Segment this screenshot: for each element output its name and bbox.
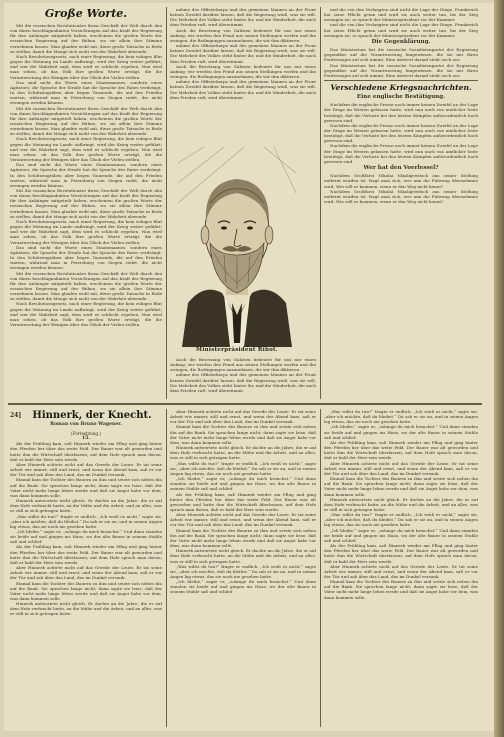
- article-paragraph: Auch die Besetzung von Galizien bedeutet für uns nur einen Anfang; wir werden den Feind aus seinen Stellungen werfen und ihn zwingen, die Bedingungen anzunehmen, die wir ihm diktieren.: [170, 27, 316, 43]
- serial-paragraph: Aber Hinnerk achtete nicht auf das Gerede der Leute. Er tat seine Arbeit wie immer, still und ernst, und wenn der Abend kam, saß er vor der Tür und sah über das Land, das im Dunkel versank.: [10, 461, 162, 478]
- article-paragraph: Nach Revolutionsgesetz, nach einer Regierung, die kein ruhiges Blut gegen die Meinung im Lande aufbringt, wird der Krieg weiter geführt; und wer die Wahrheit sagt, dem wird es schlecht ergehen. Nun wird man sehen, ob das Volk ihre großen Worte erträgt, die die Verantwortung der Wenigen über das Glück der Vielen stellen.: [10, 218, 162, 245]
- serial-paragraph: Einmal kam die Tochter des Bauern zu ihm und setzte sich neben ihn auf die Bank. Sie sprachen lange nicht; dann sagte sie leise, daß der Vater nicht mehr lange leben werde und daß sie Angst habe vor dem, was dann kommen solle.: [324, 579, 478, 600]
- article-column-left: [10, 7, 162, 399]
- page-number: 24]: [10, 412, 22, 419]
- article-paragraph: nahme des Offizierkorps und des gemeinen Mannes an der Front keinen Zweifel darüber lassen, daß die Regierung weiß, was sie will. Die Mehrheit des Volkes steht hinter ihr, und die Minderheit, die nach dem Frieden ruft, wird überstimmt.: [170, 7, 316, 28]
- article-paragraph: Mit die russischen Revolutionäre ihren Geschäft der Welt durch den von ihnen beschlagnahmten Versichtungen auf das Kraft der Regierung für ihre Anhänger mitgeteilt haben, erscheinen die großen Worte der russischen Regierung auf der Bühne, wo sie allein ihre Stimme vernehmen lassen. Man glaubte wohl mit, diese große Tatsache in Rede zu stellen, damit die Menge sich nicht von der Wahrheit abwende.: [10, 270, 162, 302]
- serial-paragraph: Aber Hinnerk achtete nicht auf das Gerede der Leute. Er tat seine Arbeit wie immer, still und ernst, und wenn der Abend kam, saß er vor der Tür und sah über das Land, das im Dunkel versank.: [170, 409, 316, 425]
- serial-column-middle: [170, 409, 316, 727]
- article-title: Große Worte.: [44, 7, 128, 20]
- serial-paragraph: Einmal kam die Tochter des Bauern zu ihm und setzte sich neben ihn auf die Bank. Sie sprachen lange nicht; dann sagte sie leise, daß der Vater nicht mehr lange leben werde und daß sie Angst habe vor dem, was dann kommen solle.: [10, 580, 162, 601]
- serial-paragraph: „Was willst du tun?“ fragte er endlich. „Ich weiß es nicht,“ sagte sie, „aber ich möchte, daß du bleibst.“ Da sah er sie an, und in seinen Augen lag etwas, das sie noch nie gesehen hatte.: [170, 563, 316, 579]
- article-subheading: Die Gegenklärung.: [371, 38, 431, 45]
- serial-paragraph: „Ich bleibe,“ sagte er, „solange du mich brauchst.“ Und dann standen sie beide auf und gingen ins Haus, wo der alte Bauer in seinem Stuhle saß und schlief.: [170, 579, 316, 595]
- serial-paragraph: „Ich bleibe,“ sagte er, „solange du mich brauchst.“ Und dann standen sie beide auf und gingen ins Haus, wo der alte Bauer in seinem Stuhle saß und schlief.: [170, 476, 316, 492]
- serial-paragraph: Als der Frühling kam, saß Hinnerk wieder am Pflug und ging hinter den Pferden her über das weite Feld. Der Bauer war alt geworden und hatte ihm die Wirtschaft überlassen; auf dem Hofe sprach man davon, daß er bald der Herr sein werde.: [324, 543, 478, 564]
- article-paragraph: Das sind nicht die Worte eines Staatsmannes, sondern eines Agitators; die Sprache der Straße hat die Sprache des Rates verdrängt. In den Schützengräben aber liegen Tausende, die auf den Frieden warten, während man in Petersburg von Siegen redet, die nicht errungen werden können.: [10, 162, 162, 188]
- serial-paragraph: „Was willst du tun?“ fragte er endlich. „Ich weiß es nicht,“ sagte sie, „aber ich möchte, daß du bleibst.“ Da sah er sie an, und in seinen Augen lag etwas, das sie noch nie gesehen hatte.: [324, 512, 478, 528]
- section-divider: [324, 80, 478, 81]
- article-paragraph: Mit die russischen Revolutionäre ihren Geschäft der Welt durch den von ihnen beschlagnahmten Versichtungen auf das Kraft der Regierung für ihre Anhänger mitgeteilt haben, erscheinen die großen Worte der russischen Regierung auf der Bühne, wo sie allein ihre Stimme vernehmen lassen. Man glaubte wohl mit, diese große Tatsache in Rede zu stellen, damit die Menge sich nicht von der Wahrheit abwende.: [10, 188, 162, 219]
- article-paragraph: Nachdem die englische Presse noch immer keinen Zweifel an der Lage der Dinge im Westen gelassen hatte, wird nun auch von amtlicher Seite bestätigt, daß die Verluste bei den letzten Kämpfen außerordentlich hoch gewesen sind.: [324, 102, 478, 123]
- article-paragraph: Nach Revolutionsgesetz, nach einer Regierung, die kein ruhiges Blut gegen die Meinung im Lande aufbringt, wird der Krieg weiter geführt; und wer die Wahrheit sagt, dem wird es schlecht ergehen. Nun wird man sehen, ob das Volk ihre großen Worte erträgt, die die Verantwortung der Wenigen über das Glück der Vielen stellen.: [10, 301, 162, 328]
- page-divider: [8, 403, 482, 405]
- column-divider: [320, 7, 321, 399]
- serial-paragraph: Einmal kam die Tochter des Bauern zu ihm und setzte sich neben ihn auf die Bank. Sie sprachen lange nicht; dann sagte sie leise, daß der Vater nicht mehr lange leben werde und daß sie Angst habe vor dem, was dann kommen solle.: [170, 527, 316, 549]
- serial-paragraph: Aber Hinnerk achtete nicht auf das Gerede der Leute. Er tat seine Arbeit wie immer, still und ernst, und wenn der Abend kam, saß er vor der Tür und sah über das Land, das im Dunkel versank.: [324, 563, 478, 579]
- serial-column-left: [10, 409, 162, 727]
- article-paragraph: Nachdem die englische Presse noch immer keinen Zweifel an der Lage der Dinge im Westen gelassen hatte, wird nun auch von amtlicher Seite bestätigt, daß die Verluste bei den letzten Kämpfen außerordentlich hoch gewesen sind.: [324, 143, 478, 164]
- serial-paragraph: „Was willst du tun?“ fragte er endlich. „Ich weiß es nicht,“ sagte sie, „aber ich möchte, daß du bleibst.“ Da sah er sie an, und in seinen Augen lag etwas, das sie noch nie gesehen hatte.: [10, 513, 162, 529]
- serial-paragraph: Als der Frühling kam, saß Hinnerk wieder am Pflug und ging hinter den Pferden her über das weite Feld. Der Bauer war alt geworden und hatte ihm die Wirtschaft überlassen; auf dem Hofe sprach man davon, daß er bald der Herr sein werde.: [324, 439, 478, 461]
- serial-paragraph: Als der Frühling kam, saß Hinnerk wieder am Pflug und ging hinter den Pferden her über das weite Feld. Der Bauer war alt geworden und hatte ihm die Wirtschaft überlassen; auf dem Hofe sprach man davon, daß er bald der Herr sein werde.: [170, 491, 316, 512]
- page-binding-edge: [494, 0, 504, 737]
- article-subheading: Eine englische Bestätigung.: [356, 94, 446, 101]
- serial-paragraph: „Ich bleibe,“ sagte er, „solange du mich brauchst.“ Und dann standen sie beide auf und gingen ins Haus, wo der alte Bauer in seinem Stuhle saß und schlief.: [324, 424, 478, 440]
- serial-paragraph: „Was willst du tun?“ fragte er endlich. „Ich weiß es nicht,“ sagte sie, „aber ich möchte, daß du bleibst.“ Da sah er sie an, und in seinen Augen lag etwas, das sie noch nie gesehen hatte.: [170, 460, 316, 476]
- article-paragraph: Das Ministerium hat die russische Sozialistenpartei der Regierung gegenüber auf die Verantwortung hingewiesen, die sie mit ihren Forderungen auf sich nimmt. Eine Antwort darauf steht noch aus.: [324, 62, 478, 78]
- serial-column-right: [324, 409, 478, 727]
- serial-paragraph: Aber Hinnerk achtete nicht auf das Gerede der Leute. Er tat seine Arbeit wie immer, still und ernst, und wenn der Abend kam, saß er vor der Tür und sah über das Land, das im Dunkel versank.: [324, 460, 478, 476]
- article-paragraph: Mit die russischen Revolutionäre ihren Geschäft der Welt durch den von ihnen beschlagnahmten Versichtungen auf das Kraft der Regierung für ihre Anhänger mitgeteilt haben, erscheinen die großen Worte der russischen Regierung auf der Bühne, wo sie allein ihre Stimme vernehmen lassen. Man glaubte wohl mit, diese große Tatsache in Rede zu stellen, damit die Menge sich nicht von der Wahrheit abwende.: [10, 105, 162, 137]
- serial-continuation: (Fortsetzung.): [70, 431, 102, 436]
- article-paragraph: Nachdem Großfürst Nikolai Nikolajewitsch aus seiner Stellung entfernt worden ist, fragt man sich, wer nun die Führung übernehmen wird. Wie will er kommen, wenn er den Weg nicht kennt?: [324, 188, 478, 204]
- article-paragraph: Auch die Besetzung von Galizien bedeutet für uns nur einen Anfang; wir werden den Feind aus seinen Stellungen werfen und ihn zwingen, die Bedingungen anzunehmen, die wir ihm diktieren.: [170, 357, 316, 373]
- serial-paragraph: Hinnerk antwortete nicht gleich. Er dachte an die Jahre, die er auf dem Hofe verbracht hatte, an die Mühe und die Arbeit, und an alles, was er still in sich getragen hatte.: [10, 498, 162, 514]
- serial-subtitle: Roman von Bruno Wagener.: [50, 422, 122, 427]
- serial-paragraph: Hinnerk antwortete nicht gleich. Er dachte an die Jahre, die er auf dem Hofe verbracht hatte, an die Mühe und die Arbeit, und an alles, was er still in sich getragen hatte.: [170, 445, 316, 461]
- article-column-middle-lower: [170, 357, 316, 399]
- serial-paragraph: Einmal kam die Tochter des Bauern zu ihm und setzte sich neben ihn auf die Bank. Sie sprachen lange nicht; dann sagte sie leise, daß der Vater nicht mehr lange leben werde und daß sie Angst habe vor dem, was dann kommen solle.: [324, 476, 478, 497]
- column-divider: [166, 409, 167, 727]
- portrait-caption: Ministerpräsident Ribot.: [196, 347, 278, 353]
- serial-paragraph: „Ich bleibe,“ sagte er, „solange du mich brauchst.“ Und dann standen sie beide auf und gingen ins Haus, wo der alte Bauer in seinem Stuhle saß und schlief.: [10, 528, 162, 545]
- newspaper-page: [4, 3, 494, 731]
- article-paragraph: und die von ihm Verlangten sind nicht die Lage der Dinge. Frankreich hat seine Pflicht getan und wird sie auch weiter tun, bis der Sieg errungen ist; so sprach der Ministerpräsident vor der Kammer.: [324, 22, 478, 38]
- serial-paragraph: Als der Frühling kam, saß Hinnerk wieder am Pflug und ging hinter den Pferden her über das weite Feld. Der Bauer war alt geworden und hatte ihm die Wirtschaft überlassen; auf dem Hofe sprach man davon, daß er bald der Herr sein werde.: [10, 441, 162, 462]
- serial-paragraph: „Was willst du tun?“ fragte er endlich. „Ich weiß es nicht,“ sagte sie, „aber ich möchte, daß du bleibst.“ Da sah er sie an, und in seinen Augen lag etwas, das sie noch nie gesehen hatte.: [324, 409, 478, 425]
- serial-paragraph: Aber Hinnerk achtete nicht auf das Gerede der Leute. Er tat seine Arbeit wie immer, still und ernst, und wenn der Abend kam, saß er vor der Tür und sah über das Land, das im Dunkel versank.: [10, 565, 162, 581]
- article-paragraph: nahme des Offizierkorps und des gemeinen Mannes an der Front keinen Zweifel darüber lassen, daß die Regierung weiß, was sie will. Die Mehrheit des Volkes steht hinter ihr, und die Minderheit, die nach dem Frieden ruft, wird überstimmt.: [170, 43, 316, 64]
- article-paragraph: Mit die russischen Revolutionäre ihren Geschäft der Welt durch den von ihnen beschlagnahmten Versichtungen auf das Kraft der Regierung für ihre Anhänger mitgeteilt haben, erscheinen die großen Worte der russischen Regierung auf der Bühne, wo sie allein ihre Stimme vernehmen lassen. Man glaubte wohl mit, diese große Tatsache in Rede zu stellen, damit die Menge sich nicht von der Wahrheit abwende.: [10, 23, 162, 54]
- serial-title: Hinnerk, der Knecht.: [32, 410, 152, 421]
- article-paragraph: nahme des Offizierkorps und des gemeinen Mannes an der Front keinen Zweifel darüber lassen, daß die Regierung weiß, was sie will. Die Mehrheit des Volkes steht hinter ihr, und die Minderheit, die nach dem Frieden ruft, wird überstimmt.: [170, 79, 316, 100]
- article-paragraph: Nachdem die englische Presse noch immer keinen Zweifel an der Lage der Dinge im Westen gelassen hatte, wird nun auch von amtlicher Seite bestätigt, daß die Verluste bei den letzten Kämpfen außerordentlich hoch gewesen sind.: [324, 122, 478, 144]
- serial-paragraph: Aber Hinnerk achtete nicht auf das Gerede der Leute. Er tat seine Arbeit wie immer, still und ernst, und wenn der Abend kam, saß er vor der Tür und sah über das Land, das im Dunkel versank.: [170, 512, 316, 528]
- article-paragraph: Das sind nicht die Worte eines Staatsmannes, sondern eines Agitators; die Sprache der Straße hat die Sprache des Rates verdrängt. In den Schützengräben aber liegen Tausende, die auf den Frieden warten, während man in Petersburg von Siegen redet, die nicht errungen werden können.: [10, 79, 162, 106]
- portrait-illustration: [174, 143, 300, 347]
- serial-paragraph: Hinnerk antwortete nicht gleich. Er dachte an die Jahre, die er auf dem Hofe verbracht hatte, an die Mühe und die Arbeit, und an alles, was er still in sich getragen hatte.: [170, 548, 316, 564]
- serial-paragraph: Als der Frühling kam, saß Hinnerk wieder am Pflug und ging hinter den Pferden her über das weite Feld. Der Bauer war alt geworden und hatte ihm die Wirtschaft überlassen; auf dem Hofe sprach man davon, daß er bald der Herr sein werde.: [10, 544, 162, 565]
- column-divider: [166, 7, 167, 399]
- column-divider: [320, 409, 321, 727]
- serial-paragraph: Einmal kam die Tochter des Bauern zu ihm und setzte sich neben ihn auf die Bank. Sie sprachen lange nicht; dann sagte sie leise, daß der Vater nicht mehr lange leben werde und daß sie Angst habe vor dem, was dann kommen solle.: [10, 477, 162, 498]
- article-paragraph: Nach Revolutionsgesetz, nach einer Regierung, die kein ruhiges Blut gegen die Meinung im Lande aufbringt, wird der Krieg weiter geführt; und wer die Wahrheit sagt, dem wird es schlecht ergehen. Nun wird man sehen, ob das Volk ihre großen Worte erträgt, die die Verantwortung der Wenigen über das Glück der Vielen stellen.: [10, 53, 162, 80]
- serial-paragraph: Hinnerk antwortete nicht gleich. Er dachte an die Jahre, die er auf dem Hofe verbracht hatte, an die Mühe und die Arbeit, und an alles, was er still in sich getragen hatte.: [10, 601, 162, 617]
- serial-header: [10, 409, 162, 431]
- portrait-engraving: [174, 143, 300, 347]
- article-paragraph: Das sind nicht die Worte eines Staatsmannes, sondern eines Agitators; die Sprache der Straße hat die Sprache des Rates verdrängt. In den Schützengräben aber liegen Tausende, die auf den Frieden warten, während man in Petersburg von Siegen redet, die nicht errungen werden können.: [10, 244, 162, 271]
- article-paragraph: Das Ministerium hat die russische Sozialistenpartei der Regierung gegenüber auf die Verantwortung hingewiesen, die sie mit ihren Forderungen auf sich nimmt. Eine Antwort darauf steht noch aus.: [324, 47, 478, 63]
- serial-paragraph: Hinnerk antwortete nicht gleich. Er dachte an die Jahre, die er auf dem Hofe verbracht hatte, an die Mühe und die Arbeit, und an alles, was er still in sich getragen hatte.: [324, 496, 478, 512]
- article-column-middle: [170, 7, 316, 141]
- article-paragraph: nahme des Offizierkorps und des gemeinen Mannes an der Front keinen Zweifel darüber lassen, daß die Regierung weiß, was sie will. Die Mehrheit des Volkes steht hinter ihr, und die Minderheit, die nach dem Frieden ruft, wird überstimmt.: [170, 372, 316, 393]
- serial-paragraph: „Ich bleibe,“ sagte er, „solange du mich brauchst.“ Und dann standen sie beide auf und gingen ins Haus, wo der alte Bauer in seinem Stuhle saß und schlief.: [324, 527, 478, 543]
- serial-chapter: 15.: [82, 436, 90, 442]
- section-title: Verschiedene Kriegsnachrichten.: [330, 83, 472, 93]
- serial-paragraph: Einmal kam die Tochter des Bauern zu ihm und setzte sich neben ihn auf die Bank. Sie sprachen lange nicht; dann sagte sie leise, daß der Vater nicht mehr lange leben werde und daß sie Angst habe vor dem, was dann kommen solle.: [170, 424, 316, 445]
- article-column-right: [324, 7, 478, 399]
- article-paragraph: Nach Revolutionsgesetz, nach einer Regierung, die kein ruhiges Blut gegen die Meinung im Lande aufbringt, wird der Krieg weiter geführt; und wer die Wahrheit sagt, dem wird es schlecht ergehen. Nun wird man sehen, ob das Volk ihre großen Worte erträgt, die die Verantwortung der Wenigen über das Glück der Vielen stellen.: [10, 136, 162, 163]
- article-paragraph: Auch die Besetzung von Galizien bedeutet für uns nur einen Anfang; wir werden den Feind aus seinen Stellungen werfen und ihn zwingen, die Bedingungen anzunehmen, die wir ihm diktieren.: [170, 63, 316, 80]
- article-paragraph: und die von ihm Verlangten sind nicht die Lage der Dinge. Frankreich hat seine Pflicht getan und wird sie auch weiter tun, bis der Sieg errungen ist; so sprach der Ministerpräsident vor der Kammer.: [324, 7, 478, 23]
- article-subheading: Wer hat den Voerlessel?: [363, 165, 439, 172]
- article-paragraph: Nachdem Großfürst Nikolai Nikolajewitsch aus seiner Stellung entfernt worden ist, fragt man sich, wer nun die Führung übernehmen wird. Wie will er kommen, wenn er den Weg nicht kennt?: [324, 173, 478, 189]
